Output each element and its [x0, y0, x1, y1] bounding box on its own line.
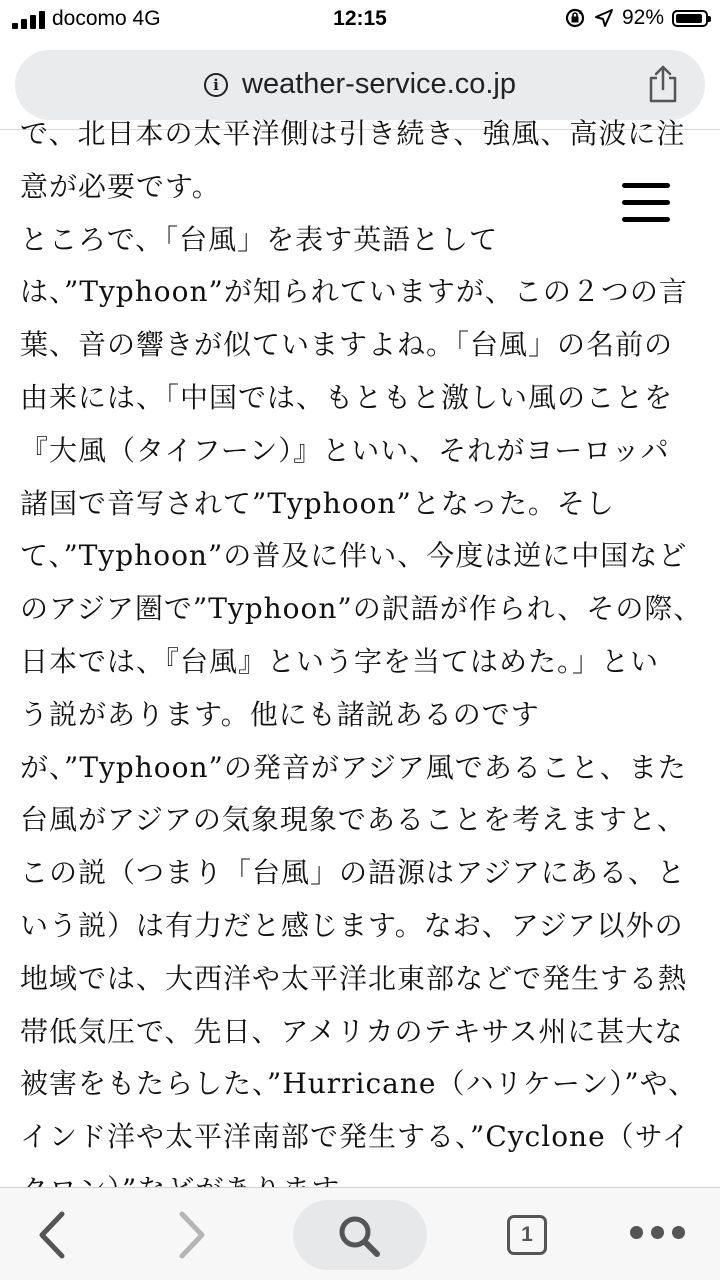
- article-line: ところで、「台風」を表す英語として: [20, 222, 499, 256]
- more-icon[interactable]: [630, 1226, 686, 1242]
- article-line: 帯低気圧で、先日、アメリカのテキサス州に甚大な: [20, 1014, 684, 1048]
- rotation-lock-icon: [564, 7, 586, 29]
- battery-percent: 92%: [621, 6, 664, 29]
- status-time: 12:15: [333, 7, 387, 30]
- article-line: 葉、音の響きが似ていますよね。「台風」の名前の: [20, 328, 674, 362]
- article-line: 『大風（タイフーン）』といい、それがヨーロッパ: [20, 433, 670, 467]
- article-line: て、”Typhoon”の普及に伴い、今度は逆に中国など: [20, 539, 688, 573]
- menu-icon[interactable]: [622, 183, 670, 223]
- article-line: で、北日本の太平洋側は引き続き、強風、高波に注: [20, 117, 686, 150]
- article-text: [20, 108, 703, 1217]
- article-line: は、”Typhoon”が知られていますが、この２つの言: [20, 275, 688, 309]
- search-icon: [337, 1214, 383, 1258]
- info-icon[interactable]: i: [204, 73, 228, 97]
- web-content[interactable]: [0, 117, 720, 1187]
- article-line: この説（つまり「台風」の語源はアジアにある、と: [20, 856, 686, 890]
- share-icon[interactable]: [647, 64, 679, 104]
- status-right: [564, 6, 708, 30]
- article-line: 諸国で音写されて”Typhoon”となった。そし: [20, 486, 615, 520]
- search-button[interactable]: [293, 1200, 427, 1270]
- article-line: いう説）は有力だと感じます。なお、アジア以外の: [20, 908, 684, 942]
- location-icon: [594, 8, 614, 28]
- article-line: 被害をもたらした、”Hurricane（ハリケーン）”や、: [20, 1067, 698, 1101]
- forward-icon[interactable]: [174, 1206, 210, 1264]
- url-text: weather-service.co.jp: [242, 68, 516, 100]
- article-line: 由来には、「中国では、もともと激しい風のことを: [20, 380, 674, 414]
- status-bar: [0, 0, 720, 38]
- article-line: インド洋や太平洋南部で発生する、”Cyclone（サイ: [20, 1120, 691, 1154]
- article-line: が、”Typhoon”の発音がアジア風であること、また: [20, 750, 687, 784]
- tabs-button[interactable]: 1: [507, 1215, 547, 1255]
- article-line: 地域では、大西洋や太平洋北東部などで発生する熱: [20, 961, 688, 995]
- back-icon[interactable]: [34, 1206, 70, 1264]
- battery-fill: [676, 14, 702, 23]
- article-line: のアジア圏で”Typhoon”の訳語が作られ、その際、: [20, 592, 703, 626]
- article-line: 日本では、『台風』という字を当てはめた。」とい: [20, 644, 660, 678]
- bottom-toolbar: [0, 1187, 720, 1280]
- carrier-label: docomo 4G: [52, 7, 161, 30]
- url-display[interactable]: [15, 68, 705, 101]
- battery-icon: [672, 10, 708, 27]
- article-line: う説があります。他にも諸説あるのです: [20, 697, 540, 731]
- article-line: 意が必要です。: [20, 169, 221, 203]
- article-line: 台風がアジアの気象現象であることを考えますと、: [20, 803, 686, 837]
